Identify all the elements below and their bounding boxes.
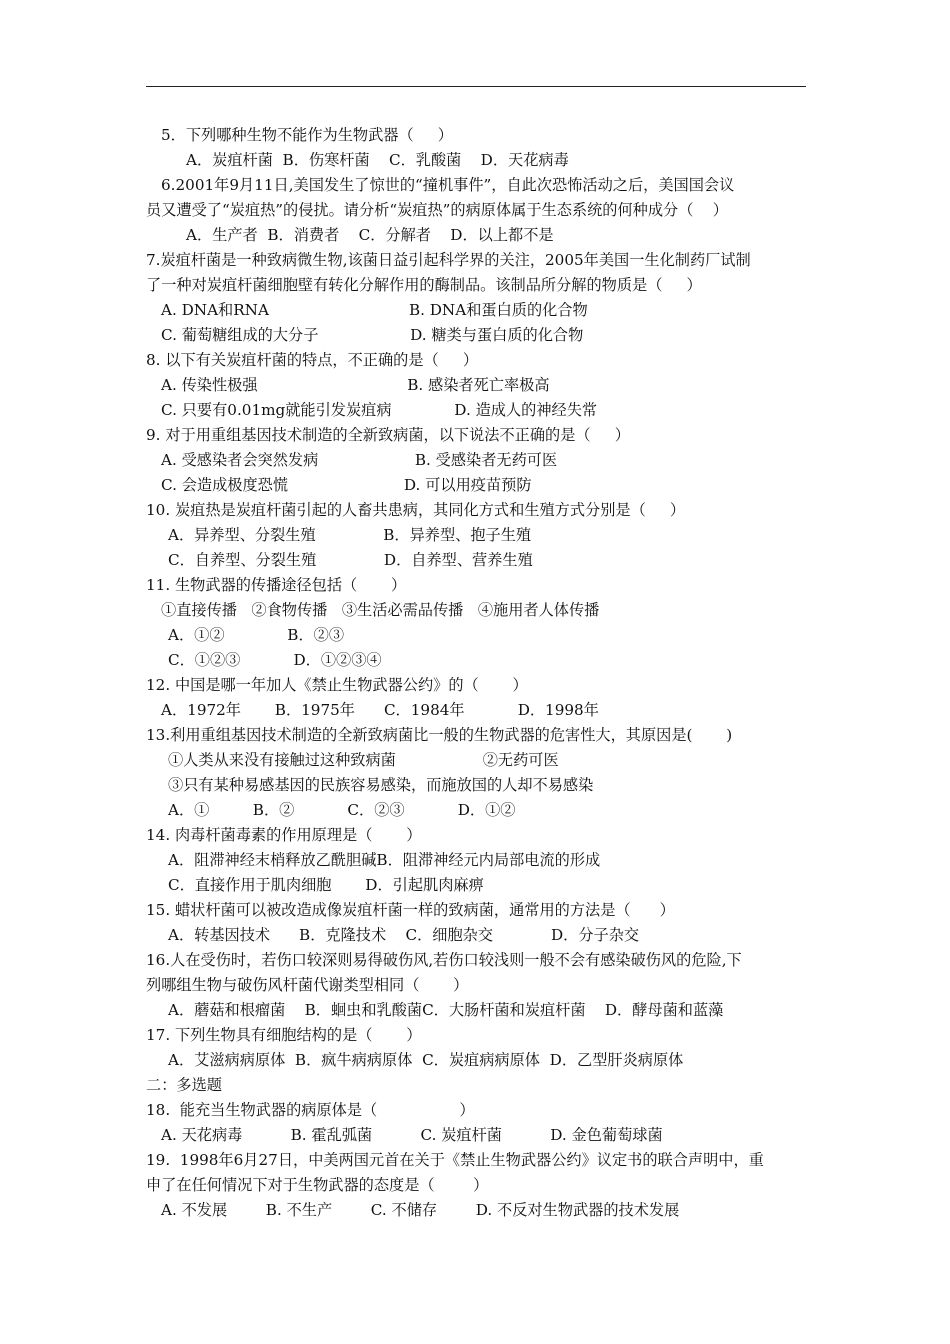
text-line: 二：多选题: [146, 1076, 222, 1094]
text-line: 员又遭受了“炭疽热”的侵扰。请分析“炭疽热”的病原体属于生态系统的何种成分（ ）: [146, 201, 728, 219]
text-line: A. 传染性极强 B. 感染者死亡率极高: [161, 376, 550, 394]
text-line: 列哪组生物与破伤风杆菌代谢类型相同（ ）: [146, 976, 469, 994]
text-line: A．生产者 B．消费者 C．分解者 D．以上都不是: [186, 226, 554, 244]
text-line: A．阻滞神经末梢释放乙酰胆碱B．阻滞神经元内局部电流的形成: [168, 851, 601, 869]
text-line: A．①② B．②③: [168, 626, 345, 644]
text-line: 6.2001年9月11日,美国发生了惊世的“撞机事件”，自此次恐怖活动之后，美国国会议: [161, 176, 735, 194]
text-line: C. 只要有0.01mg就能引发炭疽病 D. 造成人的神经失常: [161, 401, 598, 419]
text-line: ①人类从来没有接触过这种致病菌 ②无药可医: [168, 751, 559, 769]
text-line: 17. 下列生物具有细胞结构的是（ ）: [146, 1026, 422, 1044]
text-line: 14. 肉毒杆菌毒素的作用原理是（ ）: [146, 826, 422, 844]
text-line: A. 不发展 B. 不生产 C. 不储存 D. 不反对生物武器的技术发展: [161, 1201, 680, 1219]
text-line: A. 受感染者会突然发病 B. 受感染者无药可医: [161, 451, 558, 469]
text-line: A．① B．② C．②③ D．①②: [168, 801, 516, 819]
text-line: ③只有某种易感基因的民族容易感染，而施放国的人却不易感染: [168, 776, 594, 794]
text-line: A. 天花病毒 B. 霍乱弧菌 C. 炭疽杆菌 D. 金色葡萄球菌: [161, 1126, 663, 1144]
text-line: 18. 能充当生物武器的病原体是（ ）: [146, 1101, 475, 1119]
text-line: C. 葡萄糖组成的大分子 D. 糖类与蛋白质的化合物: [161, 326, 584, 344]
text-line: 申了在任何情况下对于生物武器的态度是（ ）: [146, 1176, 489, 1194]
text-line: C．自养型、分裂生殖 D．自养型、营养生殖: [168, 551, 533, 569]
text-line: C. 会造成极度恐慌 D. 可以用疫苗预防: [161, 476, 532, 494]
text-line: A．艾滋病病原体 B．疯牛病病原体 C．炭疽病病原体 D．乙型肝炎病原体: [168, 1051, 684, 1069]
text-line: A．转基因技术 B．克隆技术 C．细胞杂交 D．分子杂交: [168, 926, 640, 944]
text-line: 8. 以下有关炭疽杆菌的特点，不正确的是（ ）: [146, 351, 479, 369]
text-line: A．蘑菇和根瘤菌 B．蛔虫和乳酸菌C．大肠杆菌和炭疽杆菌 D．酵母菌和蓝藻: [168, 1001, 724, 1019]
text-line: 16.人在受伤时，若伤口较深则易得破伤风,若伤口较浅则一般不会有感染破伤风的危险,下: [146, 951, 742, 969]
text-line: 5．下列哪种生物不能作为生物武器（ ）: [161, 126, 453, 144]
text-line: 了一种对炭疽杆菌细胞壁有转化分解作用的酶制品。该制品所分解的物质是（ ）: [146, 276, 702, 294]
text-line: 13.利用重组基因技术制造的全新致病菌比一般的生物武器的危害性大，其原因是( ): [146, 726, 733, 744]
text-line: C．①②③ D．①②③④: [168, 651, 382, 669]
text-line: C．直接作用于肌肉细胞 D．引起肌肉麻痹: [168, 876, 484, 894]
text-line: 15. 蜡状杆菌可以被改造成像炭疽杆菌一样的致病菌，通常用的方法是（ ）: [146, 901, 675, 919]
text-line: A．1972年 B．1975年 C．1984年 D．1998年: [161, 701, 599, 719]
text-line: A．异养型、分裂生殖 B．异养型、抱子生殖: [168, 526, 532, 544]
text-line: 10. 炭疽热是炭疽杆菌引起的人畜共患病，其同化方式和生殖方式分别是（ ）: [146, 501, 686, 519]
text-line: A. DNA和RNA B. DNA和蛋白质的化合物: [161, 301, 588, 319]
header-rule: [146, 86, 806, 87]
text-line: A．炭疽杆菌 B．伤寒杆菌 C．乳酸菌 D．天花病毒: [186, 151, 569, 169]
text-line: 19. 1998年6月27日，中美两国元首在关于《禁止生物武器公约》议定书的联合声明中，重: [146, 1151, 764, 1169]
text-line: 12. 中国是哪一年加人《禁止生物武器公约》的（ ）: [146, 676, 528, 694]
text-line: 7.炭疽杆菌是一种致病微生物,该菌日益引起科学界的关注，2005年美国一生化制药厂试制: [146, 251, 751, 269]
text-line: ①直接传播 ②食物传播 ③生活必需品传播 ④施用者人体传播: [161, 601, 600, 619]
text-line: 9. 对于用重组基因技术制造的全新致病菌，以下说法不正确的是（ ）: [146, 426, 630, 444]
text-line: 11. 生物武器的传播途径包括（ ）: [146, 576, 407, 594]
